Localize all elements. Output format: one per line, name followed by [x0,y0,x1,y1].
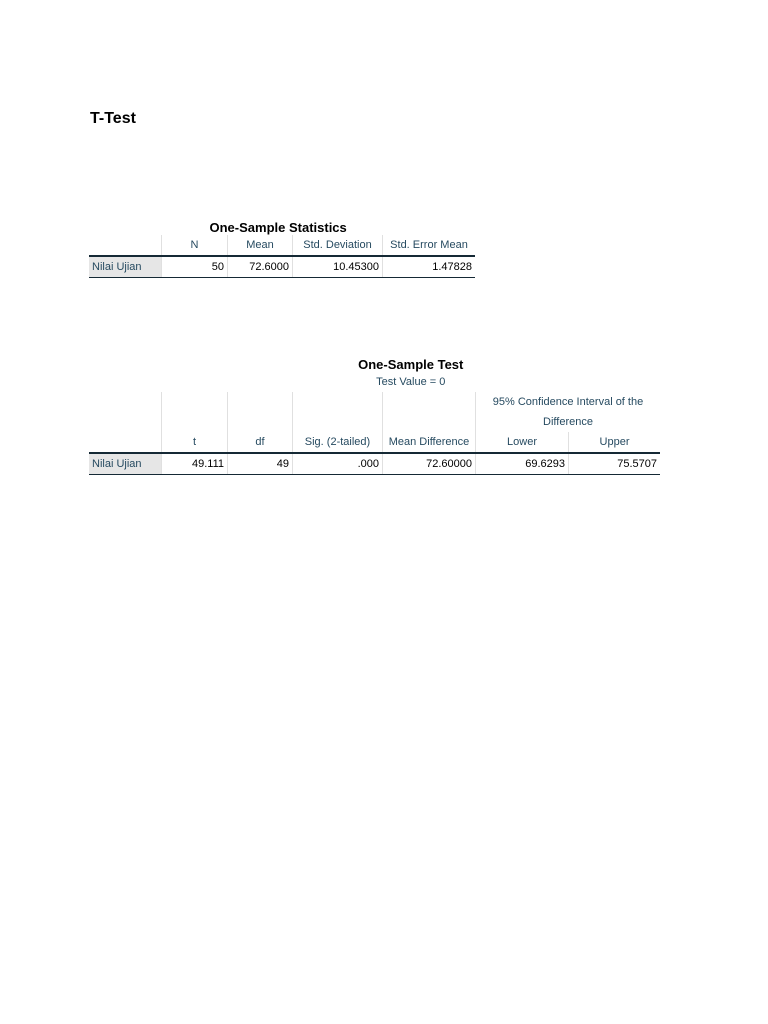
table-row [89,453,660,475]
one-sample-statistics-table [89,213,475,278]
column-header: t [162,432,228,453]
page-heading: T-Test [90,110,136,127]
cell-upper: 75.5707 [569,453,661,475]
cell-sig: .000 [293,453,383,475]
column-header: Mean [228,235,293,256]
one-sample-test-table [89,350,660,475]
table-title: One-Sample Statistics [209,220,347,235]
cell-df: 49 [228,453,293,475]
column-header: Sig. (2-tailed) [293,432,383,453]
column-header: Upper [569,432,661,453]
ci-header-line2: Difference [476,412,661,432]
cell-t: 49.111 [162,453,228,475]
cell-std-error-mean: 1.47828 [383,256,476,278]
cell-lower: 69.6293 [476,453,569,475]
cell-n: 50 [162,256,228,278]
row-label: Nilai Ujian [89,453,162,475]
table-title: One-Sample Test [358,357,464,372]
table-row [89,256,475,278]
column-header: Std. Error Mean [383,235,476,256]
row-label: Nilai Ujian [89,256,162,278]
ci-header-line1: 95% Confidence Interval of the [476,392,661,412]
cell-mean-difference: 72.60000 [383,453,476,475]
column-header: Lower [476,432,569,453]
cell-std-deviation: 10.45300 [293,256,383,278]
cell-mean: 72.6000 [228,256,293,278]
column-header: Mean Difference [383,432,476,453]
column-header: Std. Deviation [293,235,383,256]
column-header: N [162,235,228,256]
test-value-header: Test Value = 0 [376,376,446,388]
column-header: df [228,432,293,453]
